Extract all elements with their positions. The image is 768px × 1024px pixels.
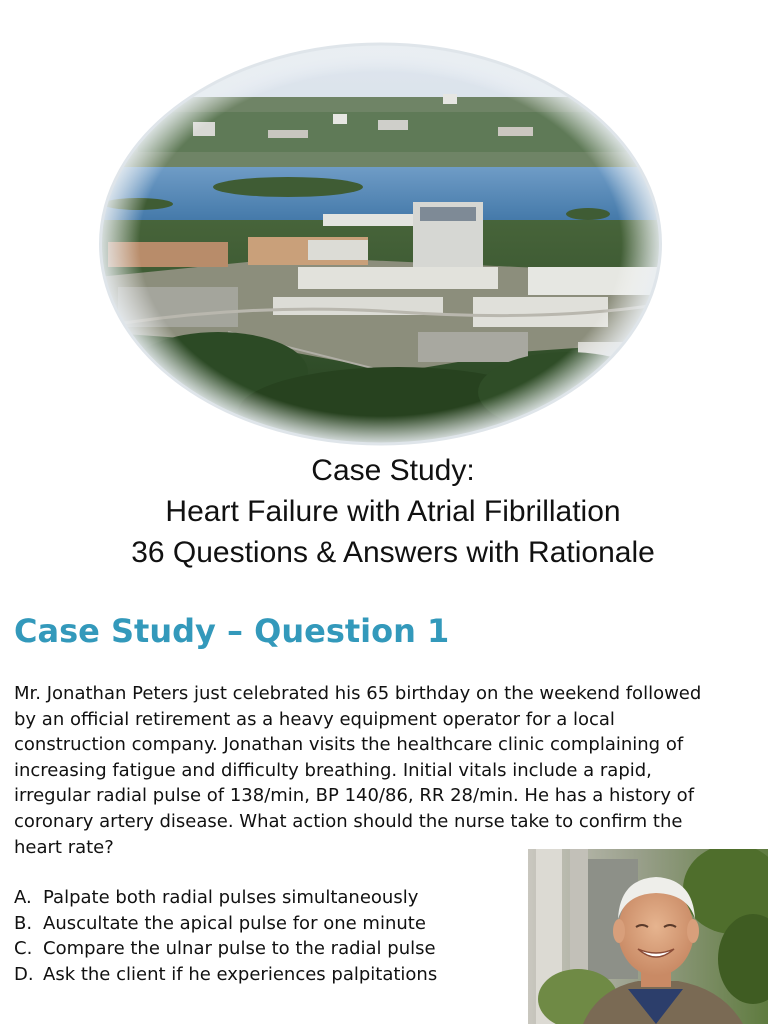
answer-letter: C. (14, 938, 33, 960)
question-body-line: increasing fatigue and difficulty breathing. Initial vitals include a rapid, (14, 759, 652, 781)
answer-letter: B. (14, 912, 33, 934)
answer-letter: A. (14, 887, 32, 908)
patient-portrait-photo (528, 849, 768, 1024)
question-body (14, 681, 754, 860)
question-body-line: by an official retirement as a heavy equipment operator for a local (14, 708, 615, 730)
title-line-1: Case Study: (311, 454, 475, 487)
title-line-2: Heart Failure with Atrial Fibrillation (165, 495, 621, 528)
title-line-3: 36 Questions & Answers with Rationale (131, 536, 655, 569)
answer-letter: D. (14, 963, 34, 985)
title-block (0, 450, 768, 573)
answer-text: Auscultate the apical pulse for one minute (43, 912, 426, 934)
question-body-line: Mr. Jonathan Peters just celebrated his 65 birthday on the weekend followed (14, 683, 702, 704)
answer-list (14, 885, 437, 987)
answer-option-a (14, 885, 437, 911)
answer-option-b (14, 911, 437, 937)
answer-option-d (14, 962, 437, 988)
question-body-line: heart rate? (14, 836, 114, 858)
answer-option-c (14, 936, 437, 962)
answer-text: Palpate both radial pulses simultaneously (43, 887, 419, 908)
question-body-line: irregular radial pulse of 138/min, BP 140/86, RR 28/min. He has a history of (14, 785, 695, 807)
question-heading: Case Study – Question 1 (14, 612, 450, 650)
answer-text: Compare the ulnar pulse to the radial pulse (43, 938, 436, 960)
answer-text: Ask the client if he experiences palpitations (43, 963, 438, 985)
question-body-line: construction company. Jonathan visits the healthcare clinic complaining of (14, 734, 684, 756)
campus-aerial-photo (98, 42, 663, 446)
question-body-line: coronary artery disease. What action should the nurse take to confirm the (14, 810, 683, 832)
